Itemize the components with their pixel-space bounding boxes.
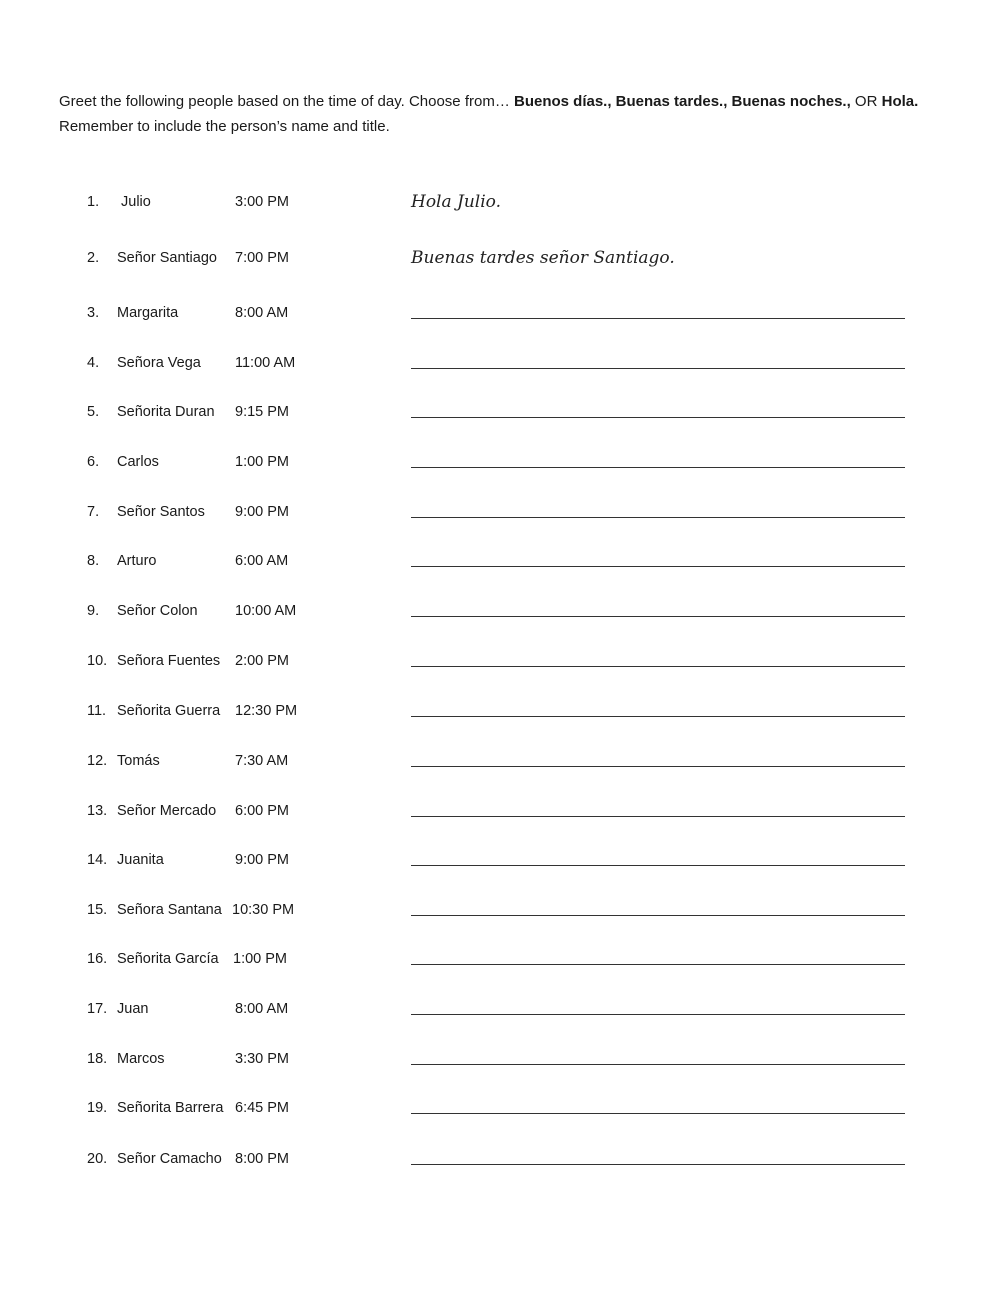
instructions-or: OR [850,93,882,110]
item-number: 2. [87,250,100,266]
time-of-day: 3:00 PM [235,194,289,210]
item-number: 12. [87,753,108,769]
time-of-day: 10:00 AM [235,603,297,619]
item-number: 19. [87,1100,108,1116]
time-of-day: 8:00 PM [235,1151,289,1167]
exercise-row [0,190,1000,214]
time-of-day: 12:30 PM [235,703,298,719]
person-name: Señor Santos [117,504,205,520]
answer-blank[interactable] [411,915,905,916]
person-name: Señor Santiago [117,250,217,266]
item-number: 11. [87,703,107,719]
exercise-row [0,898,1000,922]
exercise-row [0,848,1000,872]
person-name: Señorita Duran [117,404,215,420]
instructions-reminder: Remember to include the person’s name and title. [59,118,390,135]
person-name: Señor Colon [117,603,198,619]
exercise-row [0,500,1000,524]
answer-blank[interactable] [411,1164,905,1165]
answer-blank[interactable] [411,368,905,369]
exercise-row [0,549,1000,573]
item-number: 16. [87,951,108,967]
answer-blank[interactable] [411,1014,905,1015]
time-of-day: 6:45 PM [235,1100,289,1116]
item-number: 9. [87,603,100,619]
time-of-day: 9:15 PM [235,404,289,420]
person-name: Tomás [117,753,160,769]
exercise-row [0,749,1000,773]
item-number: 8. [87,553,100,569]
item-number: 17. [87,1001,108,1017]
time-of-day: 2:00 PM [235,653,289,669]
exercise-row [0,699,1000,723]
time-of-day: 1:00 PM [235,454,289,470]
item-number: 20. [87,1151,108,1167]
answer-blank[interactable] [411,417,905,418]
time-of-day: 8:00 AM [235,305,289,321]
person-name: Juan [117,1001,149,1017]
time-of-day: 11:00 AM [235,355,296,371]
item-number: 15. [87,902,108,918]
person-name: Señorita García [117,951,219,967]
time-of-day: 9:00 PM [235,504,289,520]
answer-blank[interactable] [411,1113,905,1114]
person-name: Juanita [117,852,164,868]
answer-blank[interactable] [411,467,905,468]
item-number: 1. [87,194,100,210]
item-number: 5. [87,404,100,420]
exercise-row [0,1147,1000,1171]
answer-blank[interactable] [411,716,905,717]
exercise-row [0,649,1000,673]
exercise-row [0,301,1000,325]
exercise-row [0,997,1000,1021]
person-name: Margarita [117,305,179,321]
answer-blank[interactable] [411,964,905,965]
person-name: Arturo [117,553,157,569]
greeting-options: Buenos días., Buenas tardes., Buenas noches., [513,93,851,110]
time-of-day: 9:00 PM [235,852,289,868]
person-name: Señorita Barrera [117,1100,224,1116]
person-name: Señora Vega [117,355,201,371]
item-number: 3. [87,305,100,321]
exercise-row [0,599,1000,623]
exercise-row [0,1096,1000,1120]
answer-blank[interactable] [411,666,905,667]
time-of-day: 3:30 PM [235,1051,289,1067]
time-of-day: 7:00 PM [235,250,289,266]
time-of-day: 7:30 AM [235,753,289,769]
handwritten-answer[interactable]: Hola Julio. [411,192,502,212]
answer-blank[interactable] [411,816,905,817]
person-name: Señor Mercado [117,803,217,819]
person-name: Señorita Guerra [117,703,221,719]
time-of-day: 1:00 PM [233,951,287,967]
item-number: 13. [87,803,108,819]
item-number: 4. [87,355,100,371]
answer-blank[interactable] [411,865,905,866]
time-of-day: 8:00 AM [235,1001,289,1017]
item-number: 7. [87,504,100,520]
time-of-day: 6:00 AM [235,553,289,569]
exercise-row [0,450,1000,474]
person-name: Julio [121,194,151,210]
time-of-day: 6:00 PM [235,803,289,819]
time-of-day: 10:30 PM [232,902,295,918]
exercise-row [0,246,1000,270]
person-name: Señor Camacho [117,1151,222,1167]
person-name: Señora Fuentes [117,653,221,669]
person-name: Señora Santana [117,902,222,918]
instructions [59,89,984,139]
item-number: 18. [87,1051,108,1067]
item-number: 10. [87,653,108,669]
person-name: Carlos [117,454,159,470]
greeting-hola: Hola. [881,93,919,110]
answer-blank[interactable] [411,517,905,518]
answer-blank[interactable] [411,566,905,567]
exercise-row [0,947,1000,971]
item-number: 6. [87,454,100,470]
answer-blank[interactable] [411,766,905,767]
exercise-row [0,799,1000,823]
exercise-row [0,351,1000,375]
handwritten-answer[interactable]: Buenas tardes señor Santiago. [411,248,675,268]
exercise-row [0,400,1000,424]
item-number: 14. [87,852,108,868]
person-name: Marcos [117,1051,165,1067]
answer-blank[interactable] [411,1064,905,1065]
instructions-prefix: Greet the following people based on the time of day. Choose from… [59,93,514,110]
answer-blank[interactable] [411,318,905,319]
answer-blank[interactable] [411,616,905,617]
exercise-row [0,1047,1000,1071]
